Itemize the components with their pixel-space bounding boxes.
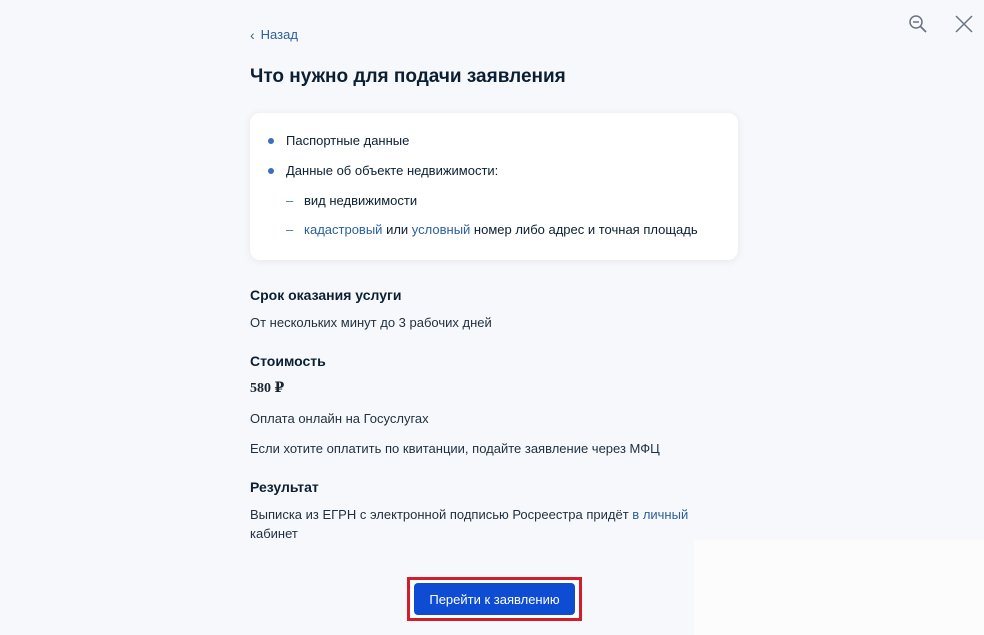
- back-label: Назад: [260, 27, 298, 42]
- bullet-icon: [268, 168, 274, 174]
- result-text-main: Выписка из ЕГРН с электронной подписью Росреестра придёт: [250, 507, 633, 522]
- requirement-number-text: номер либо адрес и точная площадь: [470, 222, 698, 237]
- cadastral-link[interactable]: кадастровый: [304, 222, 383, 237]
- bullet-icon: [268, 138, 274, 144]
- cost-note-online: Оплата онлайн на Госуслугах: [250, 411, 429, 426]
- chevron-left-icon: ‹: [250, 26, 255, 43]
- sub-list-item: [286, 222, 698, 237]
- conditional-link[interactable]: условный: [411, 222, 471, 237]
- term-text: От нескольких минут до 3 рабочих дней: [250, 315, 492, 330]
- or-text: или: [382, 222, 412, 237]
- page-title: Что нужно для подачи заявления: [250, 66, 566, 87]
- cost-heading: Стоимость: [250, 353, 326, 369]
- personal-cabinet-link-cont[interactable]: кабинет: [250, 526, 298, 541]
- requirement-passport: Паспортные данные: [286, 133, 410, 148]
- cta-highlight: [407, 577, 582, 621]
- term-heading: Срок оказания услуги: [250, 287, 402, 303]
- window-controls: [906, 12, 976, 36]
- background-panel: [694, 540, 984, 635]
- price-value: 580 ₽: [250, 381, 285, 396]
- list-item: [268, 163, 498, 178]
- go-to-application-button[interactable]: Перейти к заявлению: [414, 583, 575, 615]
- zoom-out-icon[interactable]: [906, 12, 930, 36]
- result-text: [250, 507, 688, 522]
- requirement-property-type: вид недвижимости: [304, 193, 418, 208]
- back-link[interactable]: [250, 27, 298, 42]
- list-item: [268, 133, 409, 148]
- sub-list-item: [286, 193, 417, 208]
- cost-note-receipt: Если хотите оплатить по квитанции, подайте заявление через МФЦ: [250, 441, 660, 456]
- result-heading: Результат: [250, 479, 319, 495]
- close-icon[interactable]: [952, 12, 976, 36]
- dash-icon: –: [286, 193, 294, 208]
- dash-icon: –: [286, 222, 294, 237]
- requirement-property: Данные об объекте недвижимости:: [286, 163, 499, 178]
- personal-cabinet-link[interactable]: в личный: [632, 507, 689, 522]
- requirements-card: [250, 113, 738, 260]
